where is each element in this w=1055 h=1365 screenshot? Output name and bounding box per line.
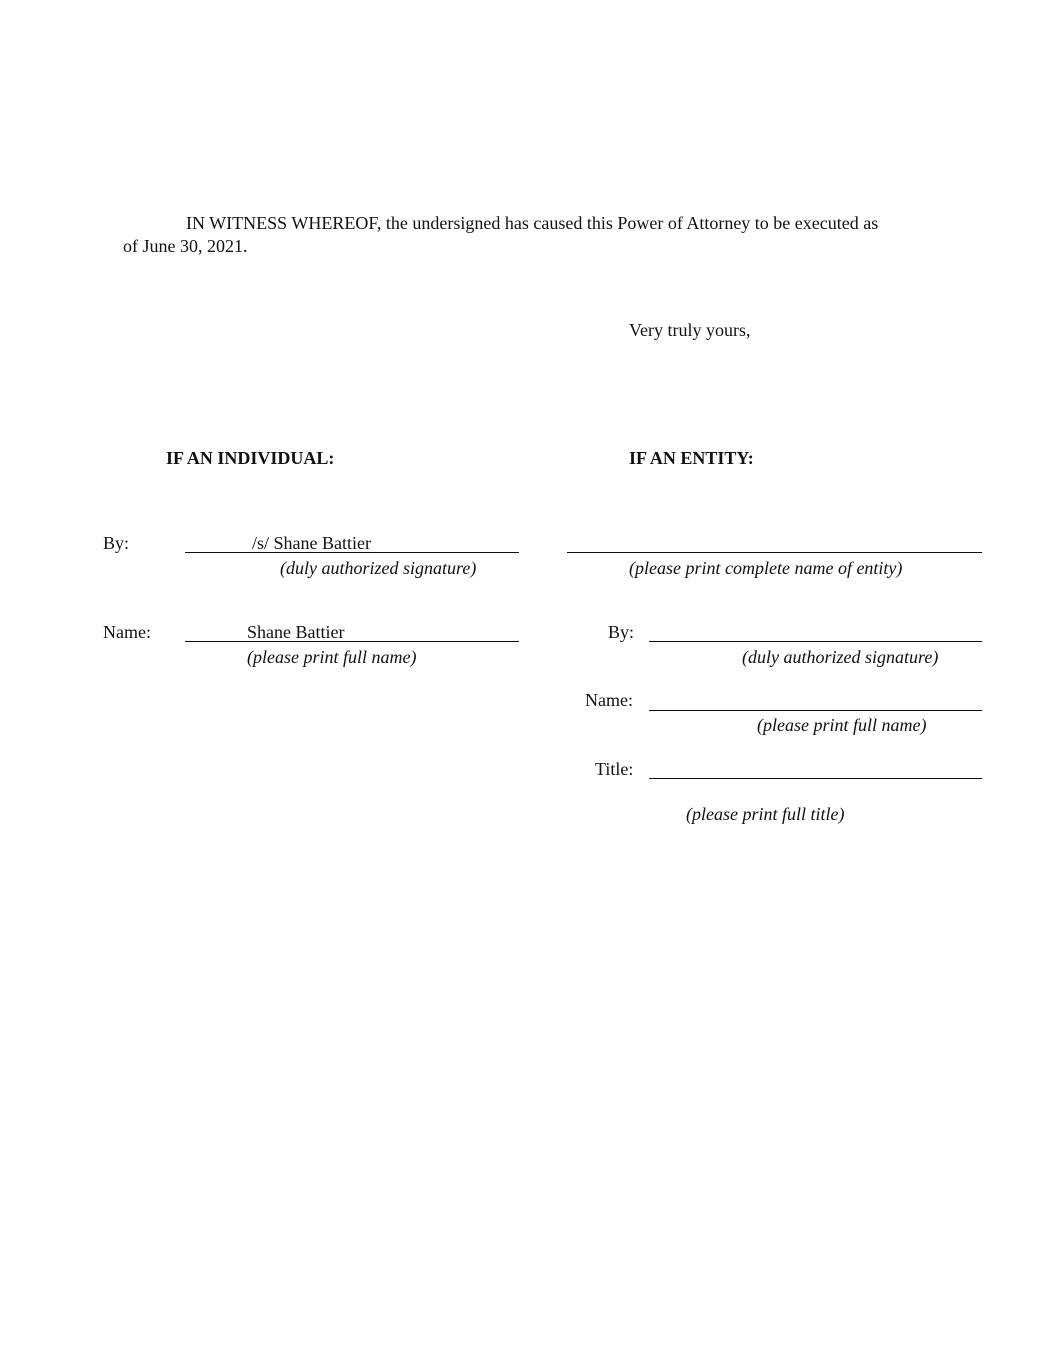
entity-printed-name-line (649, 710, 982, 711)
entity-name-print-caption: (please print full name) (757, 715, 927, 735)
witness-paragraph-line-2: of June 30, 2021. (123, 236, 248, 256)
individual-by-label: By: (103, 533, 130, 553)
entity-by-label: By: (608, 622, 635, 642)
individual-signature-value: /s/ Shane Battier (252, 533, 371, 553)
individual-heading: IF AN INDIVIDUAL: (166, 448, 335, 468)
entity-signature-caption: (duly authorized signature) (742, 647, 939, 667)
entity-name-caption: (please print complete name of entity) (629, 558, 903, 578)
individual-name-caption: (please print full name) (247, 647, 417, 667)
individual-signature-line (185, 552, 519, 553)
closing-text: Very truly yours, (629, 320, 751, 340)
entity-title-caption: (please print full title) (686, 804, 845, 824)
entity-name-line (567, 552, 982, 553)
individual-name-label: Name: (103, 622, 151, 642)
entity-title-line (649, 778, 982, 779)
individual-name-line (185, 641, 519, 642)
individual-name-value: Shane Battier (247, 622, 345, 642)
entity-title-label: Title: (595, 759, 634, 779)
witness-paragraph-line-1: IN WITNESS WHEREOF, the undersigned has caused this Power of Attorney to be executed as (186, 213, 879, 233)
individual-signature-caption: (duly authorized signature) (280, 558, 477, 578)
entity-heading: IF AN ENTITY: (629, 448, 754, 468)
entity-name-label: Name: (585, 690, 633, 710)
entity-signature-line (649, 641, 982, 642)
